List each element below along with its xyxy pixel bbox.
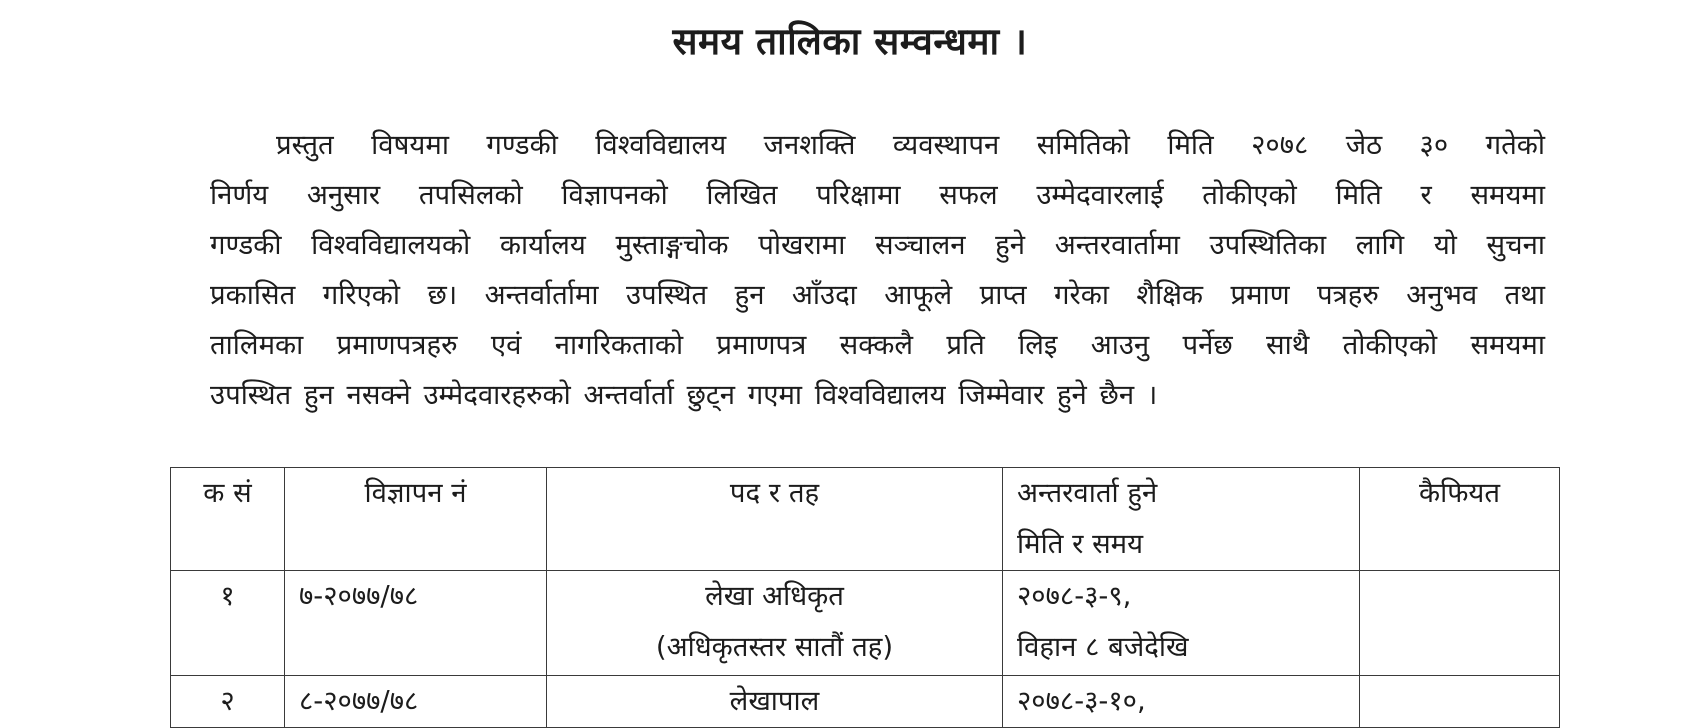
cell-ad-no: ७-२०७७/७८ [285, 571, 547, 676]
column-header-ad-no: विज्ञापन नं [285, 468, 547, 571]
cell-post: लेखा अधिकृत (अधिकृतस्तर सातौं तह) [547, 571, 1003, 676]
column-header-post: पद र तह [547, 468, 1003, 571]
paragraph-line: प्रकासित गरिएको छ। अन्तर्वार्तामा उपस्थित हुन आँउदा आफूले प्राप्त गरेका शैक्षिक प्रमाण पत्रहरु अनुभव तथा [210, 279, 1545, 311]
cell-ad-no: ८-२०७७/७८ [285, 676, 547, 728]
paragraph-line: गण्डकी विश्वविद्यालयको कार्यालय मुस्ताङ्गचोक पोखरामा सञ्चालन हुने अन्तरवार्तामा उपस्थितिका लागि यो सुचना [210, 229, 1545, 261]
column-header-serial: क सं [171, 468, 285, 571]
table-row [171, 676, 1560, 728]
schedule-table [170, 467, 1560, 728]
table-header-row [171, 468, 1560, 571]
cell-interview-datetime: २०७८-३-१०, [1003, 676, 1360, 728]
cell-remarks [1360, 571, 1560, 676]
document-title: समय तालिका सम्वन्धमा । [672, 20, 1028, 63]
cell-interview-datetime: २०७८-३-९, विहान ८ बजेदेखि [1003, 571, 1360, 676]
paragraph-line: तालिमका प्रमाणपत्रहरु एवं नागरिकताको प्रमाणपत्र सक्कलै प्रति लिइ आउनु पर्नेछ साथै तोकीएको समयमा [210, 329, 1545, 361]
table-row [171, 571, 1560, 676]
cell-remarks [1360, 676, 1560, 728]
paragraph-line: निर्णय अनुसार तपसिलको विज्ञापनको लिखित परिक्षामा सफल उम्मेदवारलाई तोकीएको मिति र समयमा [210, 179, 1545, 211]
cell-serial: २ [171, 676, 285, 728]
paragraph-line: प्रस्तुत विषयमा गण्डकी विश्वविद्यालय जनशक्ति व्यवस्थापन समितिको मिति २०७८ जेठ ३० गतेको [276, 129, 1545, 161]
cell-post: लेखापाल [547, 676, 1003, 728]
cell-serial: १ [171, 571, 285, 676]
column-header-interview-datetime: अन्तरवार्ता हुने मिति र समय [1003, 468, 1360, 571]
paragraph-line: उपस्थित हुन नसक्ने उम्मेदवारहरुको अन्तर्वार्ता छुट्न गएमा विश्वविद्यालय जिम्मेवार हुने छैन । [210, 379, 1158, 411]
column-header-remarks: कैफियत [1360, 468, 1560, 571]
